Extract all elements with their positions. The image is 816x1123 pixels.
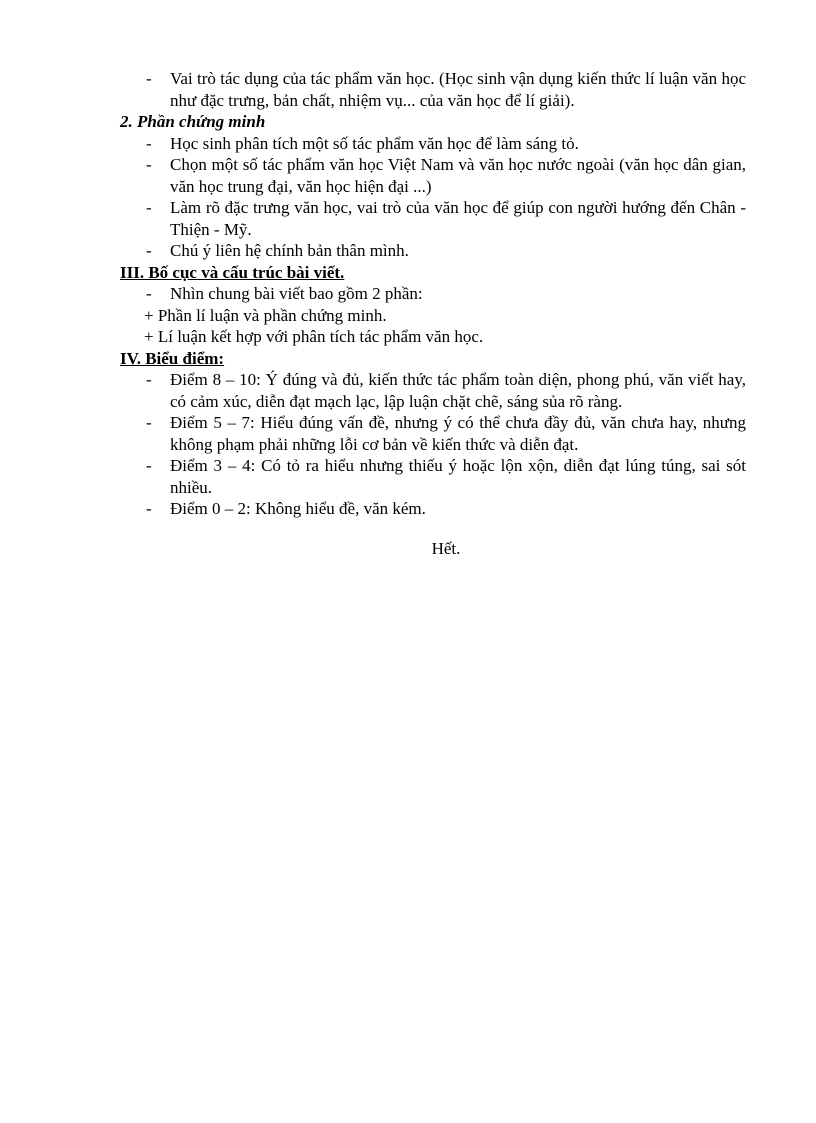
- intro-list-item: [120, 68, 746, 111]
- plus-item: + Phần lí luận và phần chứng minh.: [144, 305, 387, 325]
- document-page: [120, 68, 746, 576]
- bullet-dash: -: [146, 284, 152, 303]
- list-item-text: Học sinh phân tích một số tác phẩm văn học để làm sáng tỏ.: [170, 133, 579, 153]
- list-item: [120, 412, 746, 455]
- list-item: [120, 133, 746, 155]
- list-item-text: Điểm 0 – 2: Không hiểu đề, văn kém.: [170, 499, 426, 518]
- bullet-dash: -: [146, 370, 152, 389]
- bullet-dash: -: [146, 241, 152, 260]
- list-item: [120, 369, 746, 412]
- list-item: [120, 154, 746, 197]
- section-2-heading: 2. Phần chứng minh: [120, 112, 266, 131]
- list-item-text: Điểm 8 – 10: Ý đúng và đủ, kiến thức tác phẩm toàn diện, phong phú, văn viết hay, có cảm xúc, diễn đạt mạch lạc, lập luận chặt chẽ, sáng sủa rõ ràng.: [170, 370, 746, 411]
- plus-item: + Lí luận kết hợp với phân tích tác phẩm văn học.: [144, 327, 484, 346]
- list-item: [120, 240, 746, 262]
- bullet-dash: -: [146, 499, 152, 518]
- bullet-dash: -: [146, 69, 152, 88]
- bullet-dash: -: [146, 456, 152, 475]
- list-item-text: Nhìn chung bài viết bao gồm 2 phần:: [170, 284, 423, 303]
- section-3-heading: III. Bố cục và cấu trúc bài viết.: [120, 262, 345, 282]
- bullet-dash: -: [146, 133, 152, 153]
- section-4-heading: IV. Biểu điểm:: [120, 348, 225, 368]
- intro-item-text: Vai trò tác dụng của tác phẩm văn học. (Học sinh vận dụng kiến thức lí luận văn học như đặc trưng, bản chất, nhiệm vụ... của văn học để lí giải).: [170, 69, 746, 110]
- list-item: [120, 283, 746, 305]
- list-item-text: Điểm 5 – 7: Hiểu đúng vấn đề, nhưng ý có thể chưa đầy đủ, văn chưa hay, nhưng không phạm phải những lỗi cơ bản về kiến thức và diễn đạt.: [170, 413, 746, 454]
- list-item-text: Chọn một số tác phẩm văn học Việt Nam và văn học nước ngoài (văn học dân gian, văn học trung đại, văn học hiện đại ...): [170, 155, 746, 196]
- bullet-dash: -: [146, 155, 152, 174]
- list-item-text: Chú ý liên hệ chính bản thân mình.: [170, 241, 409, 260]
- bullet-dash: -: [146, 198, 152, 217]
- list-item: [120, 498, 746, 520]
- end-marker: Hết.: [431, 538, 461, 558]
- list-item-text: Điểm 3 – 4: Có tỏ ra hiểu nhưng thiếu ý hoặc lộn xộn, diễn đạt lúng túng, sai sót nhiều.: [170, 456, 746, 497]
- bullet-dash: -: [146, 413, 152, 432]
- list-item: [120, 197, 746, 240]
- list-item: [120, 455, 746, 498]
- list-item-text: Làm rõ đặc trưng văn học, vai trò của văn học để giúp con người hướng đến Chân - Thiện - Mỹ.: [170, 198, 746, 239]
